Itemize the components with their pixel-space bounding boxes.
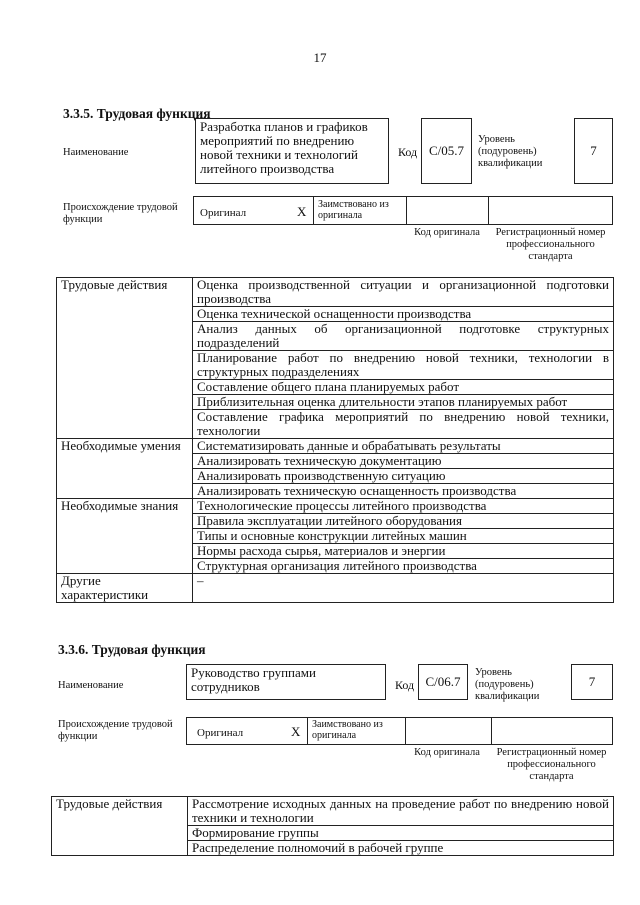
original-mark: X bbox=[297, 204, 307, 219]
borrowed-label: Заимствовано из оригинала bbox=[312, 719, 383, 741]
level-value-box bbox=[571, 664, 613, 700]
function-name-box bbox=[186, 664, 386, 700]
original-label: Оригинал bbox=[197, 727, 244, 739]
row-item: Структурная организация литейного производства bbox=[193, 559, 614, 574]
row-item: Систематизировать данные и обрабатывать результаты bbox=[193, 439, 614, 454]
row-item: Планирование работ по внедрению новой техники, технологии в структурных подразделениях bbox=[193, 351, 614, 380]
divider bbox=[491, 718, 492, 744]
labor-functions-table bbox=[51, 796, 614, 856]
code-original-caption: Код оригинала bbox=[414, 227, 480, 238]
borrowed-label: Заимствовано из оригинала bbox=[318, 199, 389, 221]
row-category: Необходимые умения bbox=[57, 439, 193, 499]
level-value: 7 bbox=[588, 674, 596, 689]
divider bbox=[488, 197, 489, 224]
table-row bbox=[52, 797, 614, 826]
reg-number-caption: Регистрационный номер профессионального стандарта bbox=[496, 747, 607, 782]
row-item: – bbox=[193, 574, 614, 603]
row-item: Рассмотрение исходных данных на проведение работ по внедрению новой техники и технологии bbox=[188, 797, 614, 826]
page-number: 17 bbox=[313, 50, 327, 65]
name-label: Наименование bbox=[63, 147, 129, 158]
table-row bbox=[57, 574, 614, 603]
row-category: Трудовые действия bbox=[52, 797, 188, 856]
row-item: Формирование группы bbox=[188, 826, 614, 841]
reg-number-caption: Регистрационный номер профессионального стандарта bbox=[495, 227, 606, 262]
name-label: Наименование bbox=[58, 680, 124, 691]
level-label: Уровень (подуровень) квалификации bbox=[475, 667, 540, 702]
row-item: Правила эксплуатации литейного оборудования bbox=[193, 514, 614, 529]
code-value-box bbox=[418, 664, 468, 700]
code-label: Код bbox=[395, 678, 415, 692]
row-item: Анализировать техническую оснащенность производства bbox=[193, 484, 614, 499]
code-original-caption: Код оригинала bbox=[414, 747, 480, 758]
table-row bbox=[57, 278, 614, 307]
origin-label: Происхождение трудовой функции bbox=[58, 719, 173, 742]
section-title: 3.3.5. Трудовая функция bbox=[63, 106, 211, 121]
row-item: Приблизительная оценка длительности этапов планируемых работ bbox=[193, 395, 614, 410]
level-value: 7 bbox=[590, 143, 597, 158]
function-name-box bbox=[195, 118, 389, 184]
row-item: Анализ данных об организационной подготовке структурных подразделений bbox=[193, 322, 614, 351]
code-value-box bbox=[421, 118, 472, 184]
original-mark: X bbox=[291, 724, 301, 739]
section-title: 3.3.6. Трудовая функция bbox=[58, 642, 206, 657]
code-value: С/06.7 bbox=[425, 674, 461, 689]
original-label: Оригинал bbox=[200, 207, 247, 219]
row-item: Типы и основные конструкции литейных машин bbox=[193, 529, 614, 544]
row-item: Анализировать техническую документацию bbox=[193, 454, 614, 469]
divider bbox=[313, 197, 314, 224]
function-name-value: Разработка планов и графиков мероприятий по внедрению новой техники и технологий литейного производства bbox=[200, 119, 368, 176]
divider bbox=[307, 718, 308, 744]
table-row bbox=[57, 439, 614, 454]
origin-box bbox=[193, 196, 613, 225]
row-item: Распределение полномочий в рабочей группе bbox=[188, 841, 614, 856]
row-item: Анализировать производственную ситуацию bbox=[193, 469, 614, 484]
row-category: Другие характеристики bbox=[57, 574, 193, 603]
code-label: Код bbox=[398, 145, 418, 159]
row-item: Составление общего плана планируемых работ bbox=[193, 380, 614, 395]
level-value-box bbox=[574, 118, 613, 184]
row-item: Технологические процессы литейного производства bbox=[193, 499, 614, 514]
row-item: Составление графика мероприятий по внедрению новой техники, технологии bbox=[193, 410, 614, 439]
origin-label: Происхождение трудовой функции bbox=[63, 202, 178, 225]
table-row bbox=[57, 499, 614, 514]
row-item: Нормы расхода сырья, материалов и энергии bbox=[193, 544, 614, 559]
divider bbox=[405, 718, 406, 744]
row-item: Оценка производственной ситуации и организационной подготовки производства bbox=[193, 278, 614, 307]
labor-functions-table bbox=[56, 277, 614, 603]
divider bbox=[406, 197, 407, 224]
row-category: Трудовые действия bbox=[57, 278, 193, 439]
origin-box bbox=[186, 717, 613, 745]
row-category: Необходимые знания bbox=[57, 499, 193, 574]
code-value: С/05.7 bbox=[428, 143, 465, 158]
row-item: Оценка технической оснащенности производства bbox=[193, 307, 614, 322]
function-name-value: Руководство группами сотрудников bbox=[191, 665, 316, 694]
level-label: Уровень (подуровень) квалификации bbox=[478, 134, 543, 169]
